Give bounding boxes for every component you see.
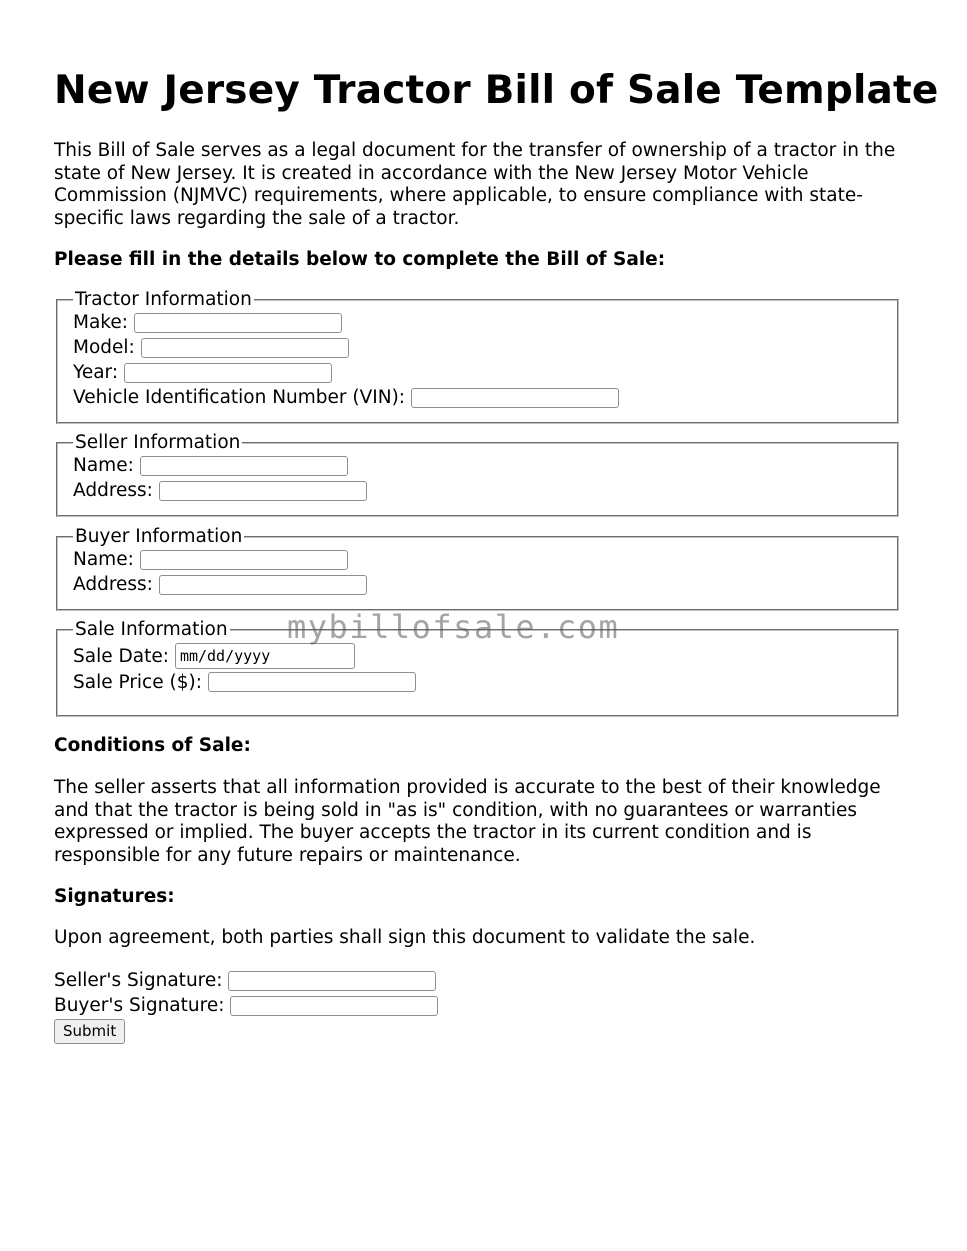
seller-signature-input[interactable] bbox=[228, 971, 436, 991]
conditions-heading: Conditions of Sale: bbox=[54, 735, 251, 756]
watermark-logo: mybillofsale.com bbox=[287, 608, 620, 646]
buyer-name-row bbox=[73, 547, 897, 572]
year-label: Year: bbox=[73, 362, 119, 383]
conditions-paragraph: The seller asserts that all information provided is accurate to the best of their knowledge and that the tractor is being sold in "as is" condition, with no guarantees or warranties expressed or implied. The buyer accepts the tractor in its current condition and is responsible for any future repairs or maintenance. bbox=[54, 777, 881, 866]
tractor-information-fieldset bbox=[56, 290, 899, 424]
model-input[interactable] bbox=[141, 338, 349, 358]
sale-price-label: Sale Price ($): bbox=[73, 671, 202, 693]
signatures-heading: Signatures: bbox=[54, 886, 175, 907]
instructions-heading: Please fill in the details below to complete the Bill of Sale: bbox=[54, 249, 666, 270]
seller-name-row bbox=[73, 453, 897, 478]
seller-address-row bbox=[73, 478, 897, 503]
seller-information-fieldset bbox=[56, 433, 899, 517]
page-title: New Jersey Tractor Bill of Sale Template bbox=[54, 68, 939, 113]
intro-paragraph: This Bill of Sale serves as a legal document for the transfer of ownership of a tractor in the state of New Jersey. It is created in accordance with the New Jersey Motor Vehicle Commission (NJMVC) requirements, where applicable, to ensure compliance with state-specific laws regarding the sale of a tractor. bbox=[54, 140, 896, 229]
buyer-address-row bbox=[73, 572, 897, 597]
buyer-name-input[interactable] bbox=[140, 550, 348, 570]
buyer-name-label: Name: bbox=[73, 549, 134, 570]
submit-button[interactable]: Submit bbox=[54, 1019, 125, 1044]
tractor-information-legend: Tractor Information bbox=[75, 289, 252, 310]
vin-row bbox=[73, 385, 897, 410]
sale-information-fieldset bbox=[56, 620, 899, 717]
seller-address-input[interactable] bbox=[159, 481, 367, 501]
buyer-address-label: Address: bbox=[73, 574, 153, 595]
vin-input[interactable] bbox=[411, 388, 619, 408]
sale-price-input[interactable] bbox=[208, 672, 416, 692]
sale-information-legend: Sale Information bbox=[75, 619, 228, 640]
seller-name-label: Name: bbox=[73, 455, 134, 476]
seller-name-input[interactable] bbox=[140, 456, 348, 476]
sale-date-input[interactable]: mm/dd/yyyy bbox=[175, 643, 355, 669]
buyer-address-input[interactable] bbox=[159, 575, 367, 595]
seller-signature-row bbox=[54, 968, 436, 993]
vin-label: Vehicle Identification Number (VIN): bbox=[73, 387, 406, 408]
seller-information-legend: Seller Information bbox=[75, 432, 241, 453]
sale-date-label: Sale Date: bbox=[73, 645, 169, 667]
buyer-signature-input[interactable] bbox=[230, 996, 438, 1016]
buyer-signature-label: Buyer's Signature: bbox=[54, 995, 225, 1016]
year-row bbox=[73, 360, 897, 385]
make-row bbox=[73, 310, 897, 335]
year-input[interactable] bbox=[124, 363, 332, 383]
seller-signature-label: Seller's Signature: bbox=[54, 970, 223, 991]
seller-address-label: Address: bbox=[73, 480, 153, 501]
make-input[interactable] bbox=[134, 313, 342, 333]
buyer-information-legend: Buyer Information bbox=[75, 526, 243, 547]
buyer-information-fieldset bbox=[56, 527, 899, 611]
sale-date-row bbox=[73, 643, 897, 669]
buyer-signature-row bbox=[54, 993, 438, 1018]
make-label: Make: bbox=[73, 312, 128, 333]
signatures-paragraph: Upon agreement, both parties shall sign this document to validate the sale. bbox=[54, 927, 756, 948]
model-label: Model: bbox=[73, 337, 135, 358]
model-row bbox=[73, 335, 897, 360]
sale-price-row bbox=[73, 669, 897, 695]
